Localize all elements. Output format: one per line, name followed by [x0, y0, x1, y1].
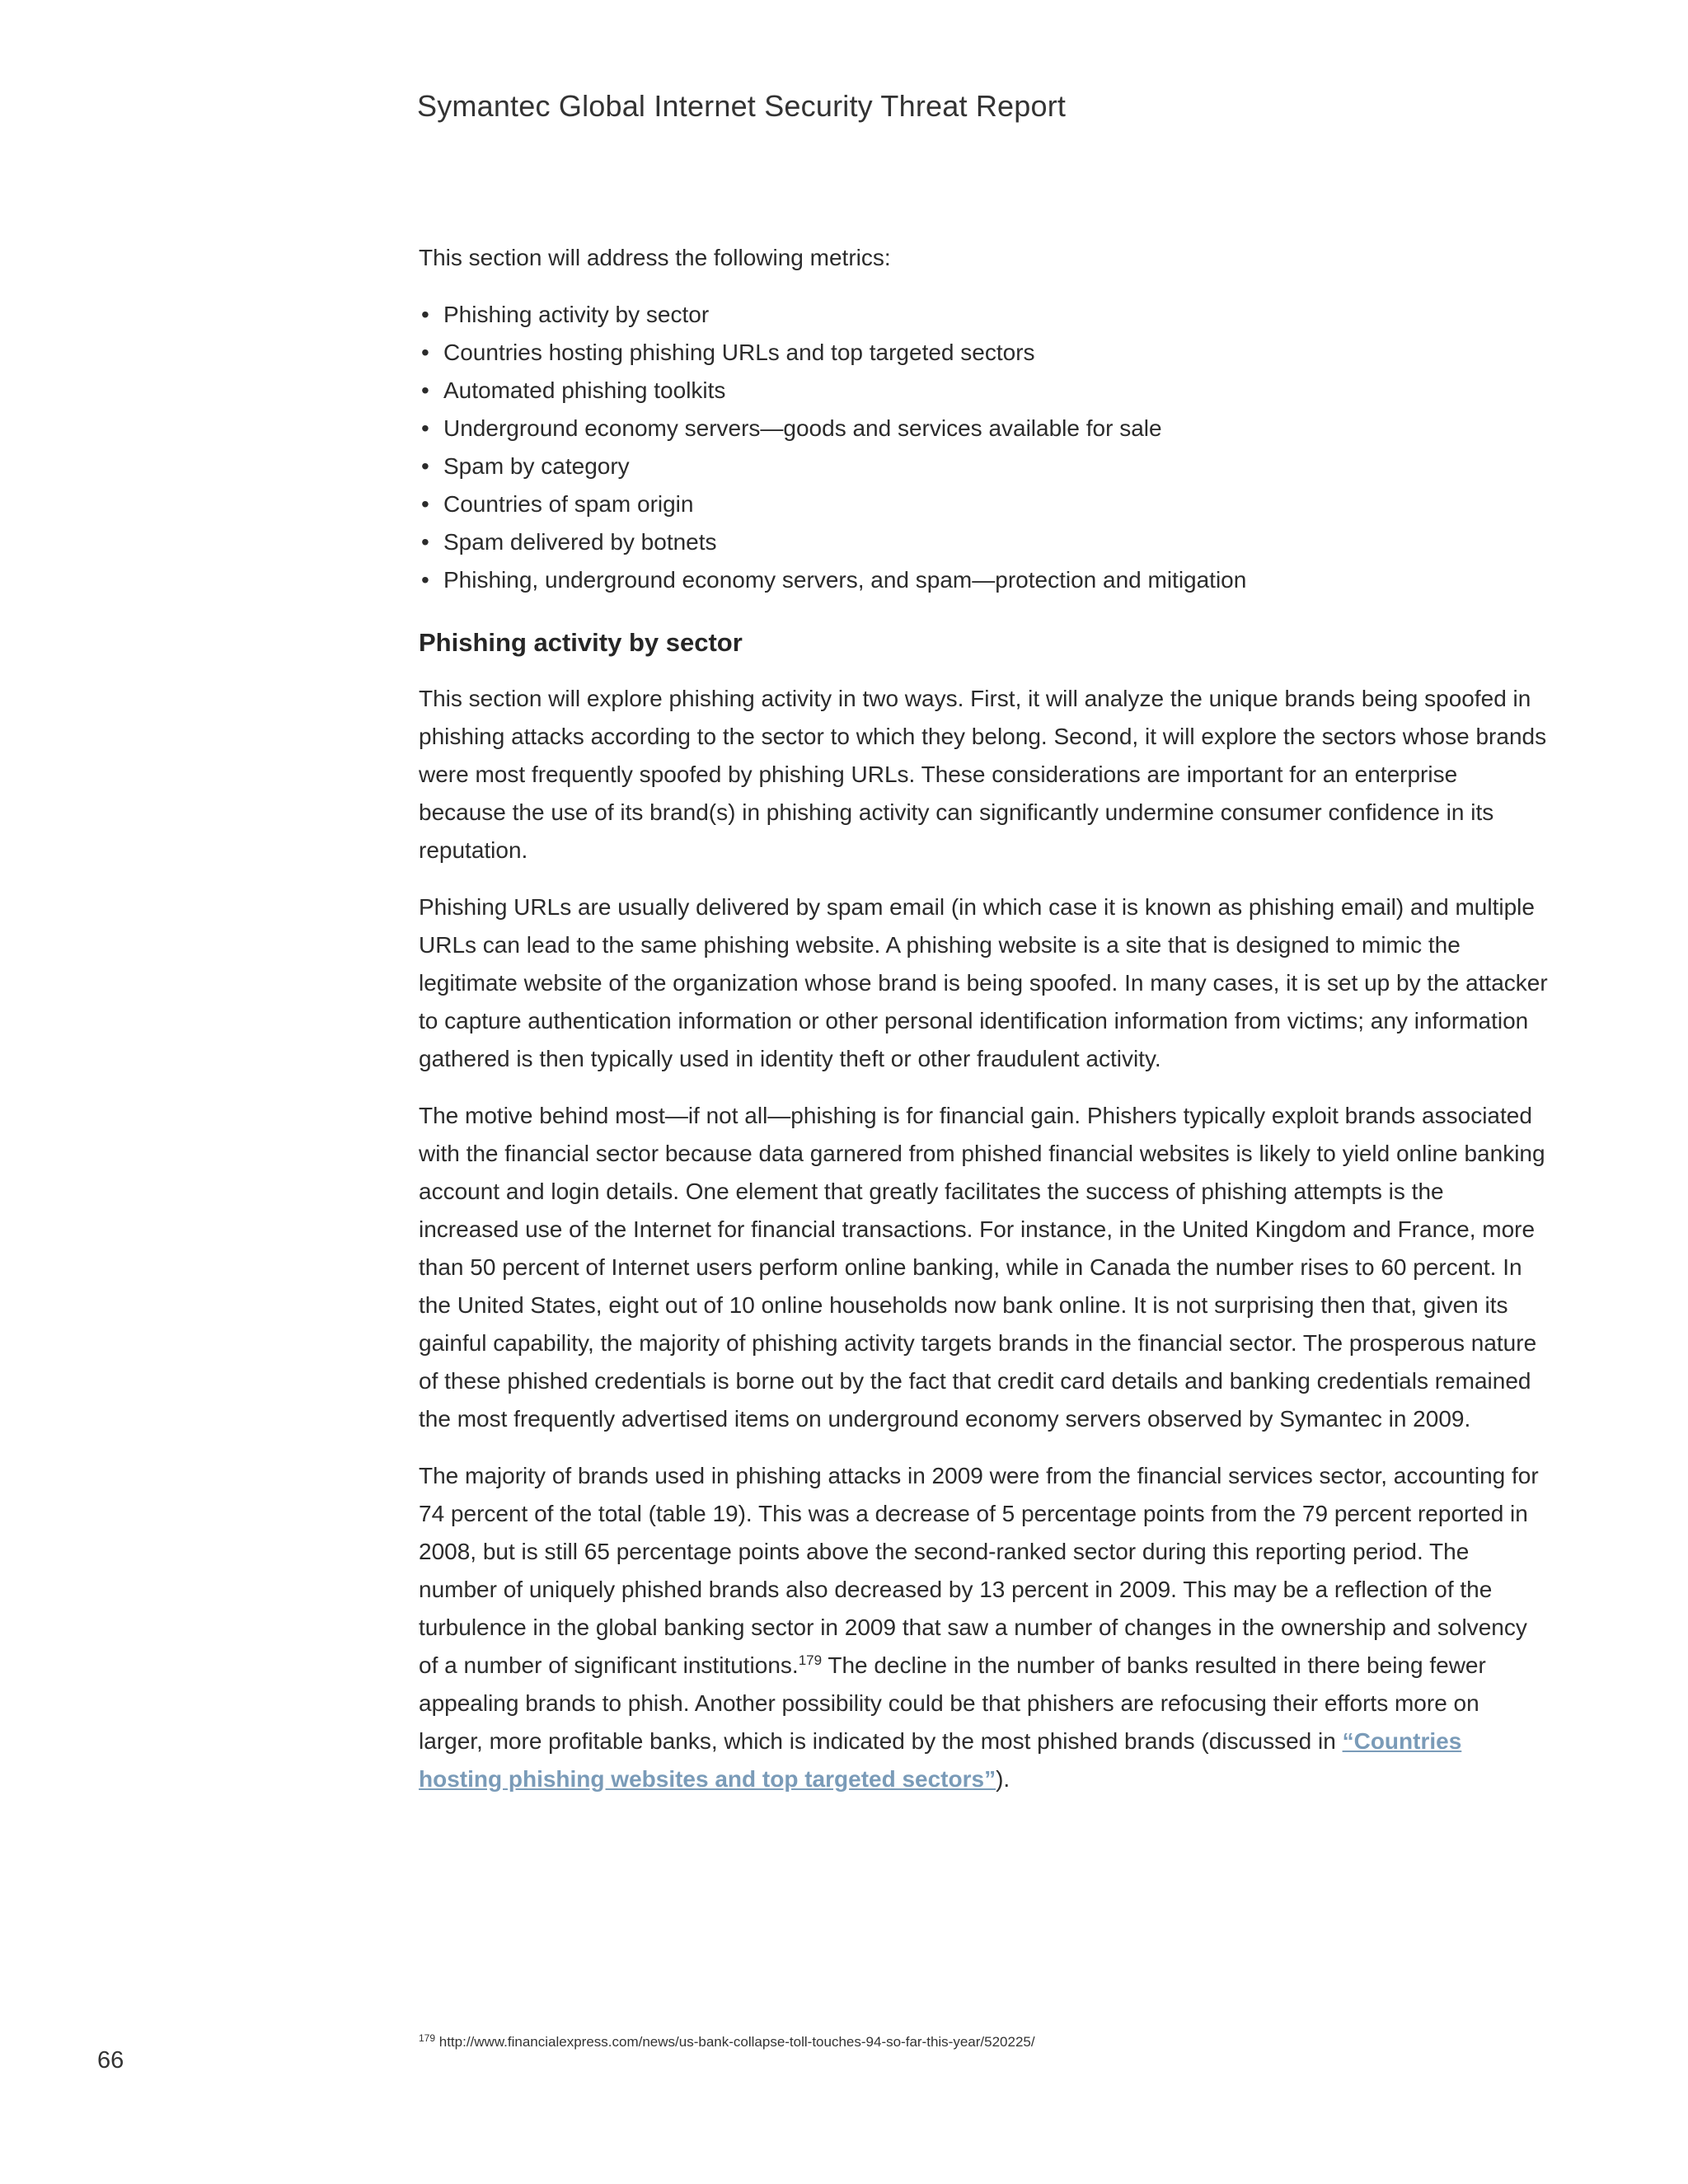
bullet-icon: •: [421, 302, 429, 327]
paragraph-text: The decline in the number of banks resulted in there being fewer appealing brands to phish. Another possibility could be that phishers are refocusing their efforts more on larger, more profitable banks, which is indicated by the most phished brands (discussed in: [419, 1652, 1486, 1754]
list-item: [419, 372, 1548, 410]
bullet-icon: •: [421, 377, 429, 403]
footnote-url: http://www.financialexpress.com/news/us-bank-collapse-toll-touches-94-so-far-this-year/520225/: [435, 2034, 1035, 2050]
list-item: [419, 410, 1548, 448]
paragraph: Phishing URLs are usually delivered by spam email (in which case it is known as phishing email) and multiple URLs can lead to the same phishing website. A phishing website is a site that is designed to mimic the legitimate website of the organization whose brand is being spoofed. In many cases, it is set up by the attacker to capture authentication information or other personal identification information from victims; any information gathered is then typically used in identity theft or other fraudulent activity.: [419, 894, 1548, 1071]
bullet-icon: •: [421, 529, 429, 555]
bullet-icon: •: [421, 567, 429, 593]
metric-label: Spam by category: [443, 453, 630, 479]
paragraph: This section will explore phishing activity in two ways. First, it will analyze the unique brands being spoofed in phishing attacks according to the sector to which they belong. Second, it will explore the sectors whose brands were most frequently spoofed by phishing URLs. These considerations are important for an enterprise because the use of its brand(s) in phishing activity can significantly undermine consumer confidence in its reputation.: [419, 686, 1547, 863]
metric-label: Countries hosting phishing URLs and top targeted sectors: [443, 340, 1035, 365]
list-item: [419, 561, 1548, 599]
list-item: [419, 448, 1548, 485]
list-item: [419, 334, 1548, 372]
bullet-icon: •: [421, 415, 429, 441]
report-title: Symantec Global Internet Security Threat Report: [417, 89, 1067, 123]
metrics-intro: This section will address the following metrics:: [419, 245, 891, 270]
page-body: [419, 239, 1548, 1817]
metric-label: Phishing activity by sector: [443, 302, 710, 327]
section-link[interactable]: “Countries hosting phishing websites and top targeted sectors”: [419, 1728, 1462, 1792]
metric-label: Phishing, underground economy servers, and spam—protection and mitigation: [443, 567, 1247, 593]
section-heading: Phishing activity by sector: [419, 628, 743, 657]
bullet-icon: •: [421, 453, 429, 479]
paragraph: [419, 1457, 1548, 1798]
footnote-number: 179: [419, 2032, 436, 2044]
list-item: [419, 485, 1548, 523]
metric-label: Countries of spam origin: [443, 491, 694, 517]
page-number: 66: [97, 2047, 124, 2074]
paragraph: The motive behind most—if not all—phishing is for financial gain. Phishers typically exploit brands associated with the financial sector because data garnered from phished financial websites is likely to yield online banking account and login details. One element that greatly facilitates the success of phishing attempts is the increased use of the Internet for financial transactions. For instance, in the United Kingdom and France, more than 50 percent of Internet users perform online banking, while in Canada the number rises to 60 percent. In the United States, eight out of 10 online households now bank online. It is not surprising then that, given its gainful capability, the majority of phishing activity targets brands in the financial sector. The prosperous nature of these phished credentials is borne out by the fact that credit card details and banking credentials remained the most frequently advertised items on underground economy servers observed by Symantec in 2009.: [419, 1103, 1545, 1432]
metric-label: Spam delivered by botnets: [443, 529, 717, 555]
metric-label: Underground economy servers—goods and services available for sale: [443, 415, 1162, 441]
paragraph-text: The majority of brands used in phishing attacks in 2009 were from the financial services sector, accounting for 74 percent of the total (table 19). This was a decrease of 5 percentage points from the 79 percent reported in 2008, but is still 65 percentage points above the second-ranked sector during this reporting period. The number of uniquely phished brands also decreased by 13 percent in 2009. This may be a reflection of the turbulence in the global banking sector in 2009 that saw a number of changes in the ownership and solvency of a number of significant institutions.: [419, 1463, 1539, 1678]
list-item: [419, 296, 1548, 334]
paragraph-text: ).: [996, 1766, 1010, 1792]
footnote-ref: 179: [798, 1652, 823, 1668]
bullet-icon: •: [421, 340, 429, 365]
footnote: [419, 2034, 1035, 2050]
metrics-list: [419, 296, 1548, 599]
bullet-icon: •: [421, 491, 429, 517]
list-item: [419, 523, 1548, 561]
metric-label: Automated phishing toolkits: [443, 377, 726, 403]
